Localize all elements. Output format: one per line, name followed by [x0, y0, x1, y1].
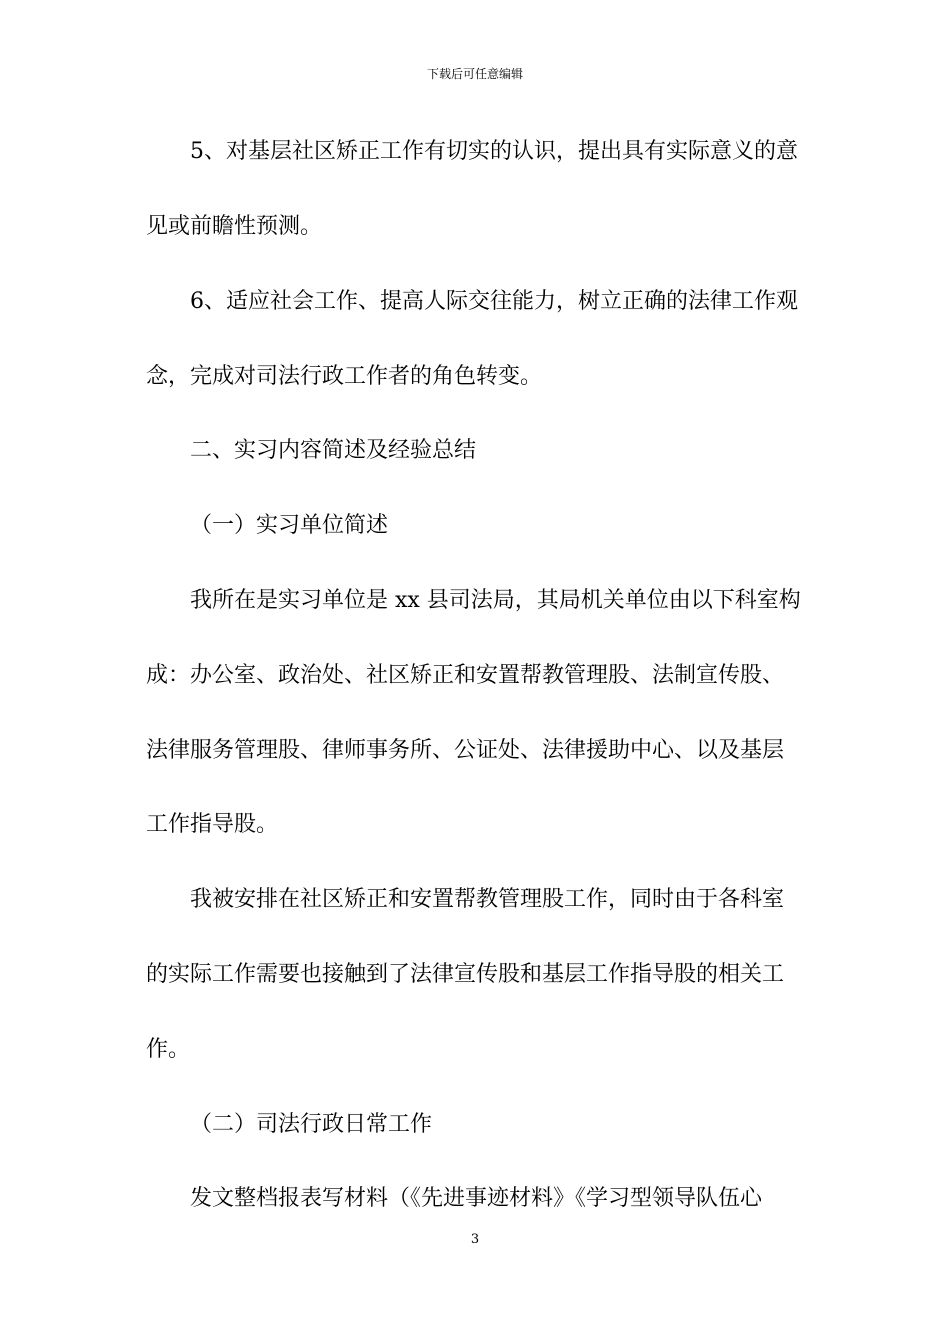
- paragraph-line: 作。: [146, 1037, 191, 1062]
- paragraph-line: 见或前瞻性预测。: [146, 214, 323, 239]
- paragraph-line: 发文整档报表写材料（《先进事迹材料》《学习型领导队伍心: [190, 1186, 763, 1211]
- paragraph-line: 成：办公室、政治处、社区矫正和安置帮教管理股、法制宣传股、: [146, 663, 785, 688]
- subsection-heading: （一）实习单位简述: [190, 513, 389, 538]
- subsection-heading: （二）司法行政日常工作: [190, 1112, 433, 1137]
- page-number: 3: [470, 1232, 480, 1247]
- paragraph-line: 6、适应社会工作、提高人际交往能力，树立正确的法律工作观: [190, 289, 798, 314]
- paragraph-line: 法律服务管理股、律师事务所、公证处、法律援助中心、以及基层: [146, 738, 785, 763]
- paragraph-line: 念，完成对司法行政工作者的角色转变。: [146, 364, 543, 389]
- paragraph-line: 我所在是实习单位是 xx 县司法局，其局机关单位由以下科室构: [190, 588, 801, 613]
- paragraph-line: 我被安排在社区矫正和安置帮教管理股工作，同时由于各科室: [190, 887, 785, 912]
- paragraph-line: 5、对基层社区矫正工作有切实的认识，提出具有实际意义的意: [190, 139, 798, 164]
- section-heading: 二、实习内容简述及经验总结: [190, 438, 477, 463]
- header-note: 下载后可任意编辑: [426, 67, 523, 81]
- paragraph-line: 的实际工作需要也接触到了法律宣传股和基层工作指导股的相关工: [146, 962, 785, 987]
- paragraph-line: 工作指导股。: [146, 812, 279, 837]
